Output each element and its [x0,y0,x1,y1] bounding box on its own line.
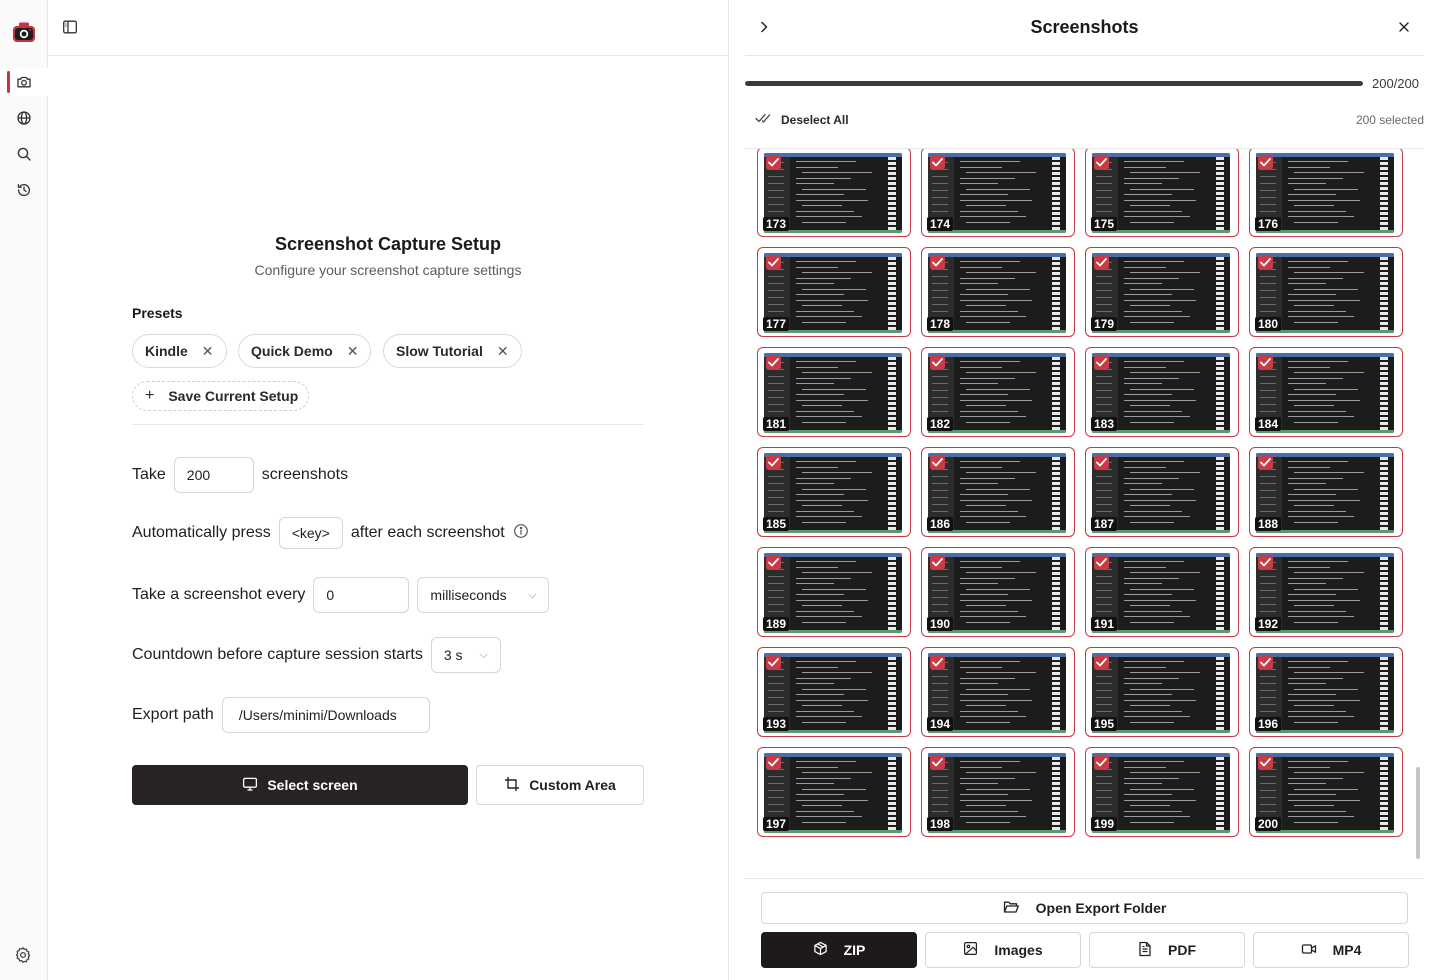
deselect-all-button[interactable] [755,112,849,127]
screenshot-thumbnail[interactable] [1085,149,1239,237]
export-images-label: Images [994,942,1043,958]
page-title: Screenshot Capture Setup [274,234,502,254]
screenshot-number: 192 [1255,617,1281,631]
screenshot-checkbox[interactable] [930,255,945,270]
export-images-button[interactable] [925,932,1081,968]
screenshot-number: 187 [1091,517,1117,531]
screenshots-title: Screenshots [1030,17,1139,37]
screenshot-number: 173 [763,217,789,231]
interval-row [132,577,549,613]
countdown-row [132,637,501,673]
screenshot-number: 182 [927,417,953,431]
nav-history[interactable] [0,176,48,204]
save-current-setup-button[interactable] [132,381,309,411]
info-icon[interactable] [513,523,529,544]
screenshot-thumbnail[interactable] [1085,547,1239,637]
screenshot-checkbox[interactable] [766,255,781,270]
close-panel-button[interactable] [1397,20,1411,39]
footer-divider [745,878,1424,879]
capture-progress-text: 200/200 [1372,76,1419,91]
screenshot-thumbnail[interactable] [921,247,1075,337]
export-pdf-button[interactable] [1089,932,1245,968]
export-zip-button[interactable] [761,932,917,968]
preset-chip-slow-tutorial[interactable] [383,334,522,368]
take-count-input[interactable]: 200 [174,457,254,493]
screenshot-checkbox[interactable] [1094,455,1109,470]
custom-area-label: Custom Area [529,777,616,793]
preset-chip-quick-demo[interactable] [238,334,371,368]
screenshot-thumbnail[interactable] [757,647,911,737]
screenshot-number: 194 [927,717,953,731]
interval-unit-select[interactable] [417,577,549,613]
screenshot-number: 193 [763,717,789,731]
export-pdf-label: PDF [1168,942,1196,958]
remove-preset-icon[interactable]: ✕ [496,342,509,359]
screenshot-number: 176 [1255,217,1281,231]
camera-logo-icon [12,20,36,44]
screenshot-grid [745,149,1424,878]
screenshot-checkbox[interactable] [1094,655,1109,670]
export-mp4-button[interactable] [1253,932,1409,968]
screenshot-thumbnail[interactable] [757,747,911,837]
interval-unit-value: milliseconds [430,587,507,603]
preset-chip-kindle[interactable] [132,334,227,368]
custom-area-button[interactable] [476,765,644,805]
crop-icon [504,776,529,795]
screenshot-checkbox[interactable] [1258,755,1273,770]
settings-button[interactable] [14,946,32,964]
export-path-row [132,697,430,733]
screenshot-thumbnail[interactable] [757,247,911,337]
capture-setup-panel [48,56,728,980]
screenshot-number: 185 [763,517,789,531]
screenshot-thumbnail[interactable] [757,149,911,237]
deselect-all-label: Deselect All [781,112,849,127]
screenshot-checkbox[interactable] [930,755,945,770]
screenshot-number: 195 [1091,717,1117,731]
screenshot-thumbnail[interactable] [921,547,1075,637]
screenshot-checkbox[interactable] [1094,355,1109,370]
screenshot-thumbnail[interactable] [1249,149,1403,237]
monitor-icon [242,776,267,795]
icon-rail [0,0,48,980]
open-export-folder-button[interactable] [761,892,1408,924]
countdown-label: Countdown before capture session starts [132,646,423,663]
screenshot-number: 183 [1091,417,1117,431]
screenshot-thumbnail[interactable] [1085,247,1239,337]
screenshots-panel [729,0,1440,980]
search-icon [16,146,32,162]
screenshots-header [729,0,1440,56]
globe-icon [16,110,32,126]
take-count-row [132,457,348,493]
chevron-down-icon: ⌵ [479,648,488,661]
close-icon [1397,21,1411,38]
screenshot-checkbox[interactable] [1094,755,1109,770]
double-check-icon [755,112,781,127]
screenshot-checkbox[interactable] [1258,155,1273,170]
select-screen-button[interactable] [132,765,468,805]
screenshot-thumbnail[interactable] [1249,747,1403,837]
grid-scrollbar[interactable] [1416,767,1420,859]
screenshot-checkbox[interactable] [766,455,781,470]
screenshot-thumbnail[interactable] [1085,347,1239,437]
nav-capture[interactable] [0,68,48,96]
preset-label: Quick Demo [251,343,333,359]
screenshot-checkbox[interactable] [766,555,781,570]
screenshot-thumbnail[interactable] [921,647,1075,737]
screenshot-thumbnail[interactable] [757,547,911,637]
screenshot-number: 174 [927,217,953,231]
screenshot-checkbox[interactable] [766,355,781,370]
screenshot-number: 198 [927,817,953,831]
folder-open-icon [1003,900,1036,917]
interval-input[interactable]: 0 [313,577,409,613]
screenshot-checkbox[interactable] [1258,455,1273,470]
screenshot-number: 200 [1255,817,1281,831]
section-divider [132,424,644,425]
screenshot-number: 189 [763,617,789,631]
screenshot-checkbox[interactable] [1094,155,1109,170]
screenshot-checkbox[interactable] [930,155,945,170]
screenshot-thumbnail[interactable] [921,747,1075,837]
screenshot-number: 179 [1091,317,1117,331]
export-path-label: Export path [132,706,214,723]
screenshot-thumbnail[interactable] [1085,747,1239,837]
screenshot-number: 196 [1255,717,1281,731]
header-divider [745,55,1424,56]
screenshot-checkbox[interactable] [766,755,781,770]
screenshot-checkbox[interactable] [766,155,781,170]
screenshot-thumbnail[interactable] [921,347,1075,437]
screenshot-checkbox[interactable] [930,655,945,670]
screenshot-number: 190 [927,617,953,631]
screenshot-number: 186 [927,517,953,531]
screenshot-number: 177 [763,317,789,331]
screenshot-number: 181 [763,417,789,431]
file-icon [1138,941,1168,960]
screenshot-number: 178 [927,317,953,331]
page-subtitle: Configure your screenshot capture settings [254,262,522,278]
presets-label: Presets [132,305,183,321]
screenshot-checkbox[interactable] [1258,655,1273,670]
interval-label: Take a screenshot every [132,586,306,603]
screenshot-thumbnail[interactable] [1249,547,1403,637]
export-mp4-label: MP4 [1332,942,1362,958]
screenshot-checkbox[interactable] [1258,555,1273,570]
screenshot-checkbox[interactable] [1094,555,1109,570]
countdown-value: 3 s [443,647,463,663]
take-suffix: screenshots [261,466,349,483]
package-icon [813,941,844,959]
nav-search[interactable] [0,140,48,168]
screenshot-thumbnail[interactable] [1085,647,1239,737]
screenshot-thumbnail[interactable] [757,447,911,537]
auto-press-suffix: after each screenshot [350,524,505,541]
selected-count: 200 selected [1355,113,1424,127]
plus-icon: + [145,387,155,404]
remove-preset-icon[interactable]: ✕ [201,342,214,359]
screenshot-number: 191 [1091,617,1117,631]
screenshot-number: 184 [1255,417,1281,431]
video-icon [1301,942,1333,958]
sidebar-toggle-button[interactable] [62,19,78,40]
screenshot-checkbox[interactable] [766,655,781,670]
screenshot-thumbnail[interactable] [1085,447,1239,537]
screenshot-thumbnail[interactable] [1249,247,1403,337]
open-export-folder-label: Open Export Folder [1035,900,1167,916]
screenshot-number: 197 [763,817,789,831]
image-icon [963,941,994,959]
screenshot-thumbnail[interactable] [1249,647,1403,737]
save-current-setup-label: Save Current Setup [168,388,299,404]
countdown-select[interactable] [431,637,501,673]
export-path-input[interactable]: /Users/minimi/Downloads [222,697,430,733]
auto-press-label: Automatically press [132,524,271,541]
export-zip-label: ZIP [843,942,866,958]
screenshot-checkbox[interactable] [930,555,945,570]
capture-progress-bar [745,81,1363,86]
screenshot-number: 188 [1255,517,1281,531]
main-topbar [48,0,728,56]
screenshot-thumbnail[interactable] [921,149,1075,237]
screenshot-thumbnail[interactable] [1249,447,1403,537]
screenshot-thumbnail[interactable] [757,347,911,437]
screenshot-checkbox[interactable] [1258,355,1273,370]
camera-icon [16,74,32,90]
screenshot-checkbox[interactable] [930,455,945,470]
screenshot-checkbox[interactable] [1094,255,1109,270]
screenshot-number: 180 [1255,317,1281,331]
key-input[interactable]: <key> [279,517,343,549]
screenshot-checkbox[interactable] [1258,255,1273,270]
nav-web[interactable] [0,104,48,132]
gear-icon [14,946,32,964]
screenshot-thumbnail[interactable] [921,447,1075,537]
sidebar-toggle-icon [62,22,78,39]
capture-progress-fill [745,81,1363,86]
screenshot-number: 199 [1091,817,1117,831]
screenshot-number: 175 [1091,217,1117,231]
chevron-down-icon: ⌵ [528,588,537,601]
history-icon [16,182,32,198]
select-screen-label: Select screen [267,777,358,793]
take-label: Take [132,466,166,483]
auto-press-row [132,517,529,549]
preset-label: Slow Tutorial [396,343,483,359]
screenshot-checkbox[interactable] [930,355,945,370]
preset-label: Kindle [145,343,188,359]
screenshot-thumbnail[interactable] [1249,347,1403,437]
remove-preset-icon[interactable]: ✕ [346,342,359,359]
